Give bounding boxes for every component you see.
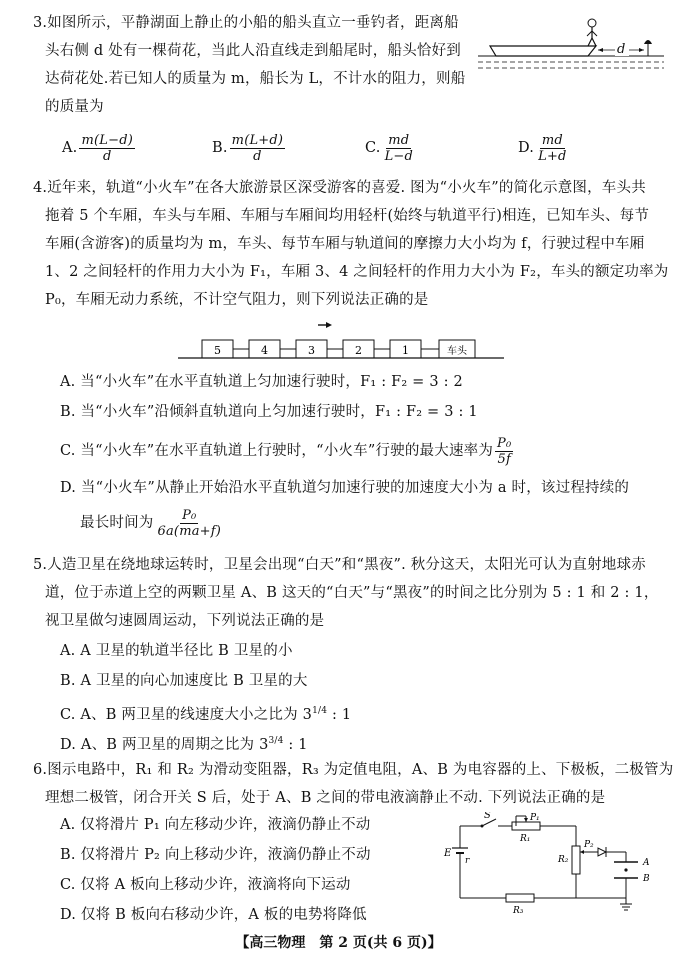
- q5-line-1: 5.人造卫星在绕地球运转时，卫星会出现“白天”和“黑夜”. 秋分这天，太阳光可认为直射地球赤: [33, 557, 646, 573]
- q3-option-a[interactable]: [62, 130, 137, 166]
- q3-option-a-denominator: d: [102, 148, 112, 164]
- resistor-r3-label: R₃: [513, 906, 524, 916]
- q6-option-d[interactable]: D. 仅将 B 板向右移动少许，A 板的电势将降低: [60, 907, 367, 923]
- q3-option-c-numerator: md: [388, 132, 410, 148]
- train-car-4-label: 4: [261, 344, 268, 357]
- q4-option-a[interactable]: A. 当“小火车”在水平直轨道上匀加速行驶时，F₁ : F₂ = 3 : 2: [60, 374, 463, 390]
- q5-line-3: 视卫星做匀速圆周运动，下列说法正确的是: [45, 613, 325, 629]
- switch-label: S: [484, 812, 491, 821]
- q6-option-c[interactable]: C. 仅将 A 板向上移动少许，液滴将向下运动: [60, 877, 351, 893]
- q3-line-4: 的质量为: [45, 99, 104, 115]
- train-car-1-label: 1: [402, 344, 409, 357]
- resistor-r2-label: R₂: [558, 855, 569, 865]
- resistor-r2: [572, 846, 580, 874]
- q3-option-d[interactable]: [518, 130, 571, 166]
- q3-option-d-letter: D.: [518, 140, 535, 156]
- q6-option-a[interactable]: A. 仅将滑片 P₁ 向左移动少许，液滴仍静止不动: [60, 817, 371, 833]
- q6-option-b[interactable]: B. 仅将滑片 P₂ 向上移动少许，液滴仍静止不动: [60, 847, 371, 863]
- train-car-5-label: 5: [214, 344, 221, 357]
- q5-option-d-exponent: 3/4: [268, 736, 284, 746]
- q4-line-2: 拖着 5 个车厢，车头与车厢、车厢与车厢间均用轻杆(始终与轨道平行)相连，已知车头、每节: [45, 208, 650, 224]
- q3-option-c-letter: C.: [365, 140, 381, 156]
- resistor-r3: [506, 894, 534, 902]
- q4-line-1: 4.近年来，轨道“小火车”在各大旅游景区深受游客的喜爱. 图为“小火车”的简化示意图，车头共: [33, 180, 646, 196]
- plate-a-label: A: [643, 858, 650, 868]
- q4-line-5: P₀，车厢无动力系统，不计空气阻力，则下列说法正确的是: [45, 292, 429, 308]
- q4-option-c[interactable]: [60, 432, 515, 470]
- q5-option-a[interactable]: A. A 卫星的轨道半径比 B 卫星的小: [60, 643, 293, 659]
- resistor-r1-label: R₁: [520, 834, 531, 844]
- q6-circuit-figure: [438, 812, 664, 916]
- q5-option-d[interactable]: [60, 731, 308, 755]
- q3-option-b-denominator: d: [253, 148, 262, 164]
- q5-option-c-text: C. A、B 两卫星的线速度大小之比为 3: [60, 706, 313, 723]
- slider-p1-label: P₁: [530, 813, 540, 823]
- diode-icon: [598, 848, 606, 856]
- q5-option-b[interactable]: B. A 卫星的向心加速度比 B 卫星的大: [60, 673, 308, 689]
- q5-option-c-tail: : 1: [331, 706, 352, 723]
- q3-option-b[interactable]: [212, 130, 287, 166]
- q3-option-d-numerator: md: [541, 132, 563, 148]
- q3-option-c-denominator: L−d: [384, 148, 414, 164]
- q4-train-figure: [176, 318, 506, 364]
- train-car-2-label: 2: [355, 344, 362, 357]
- q4-option-d-denominator: 6a(ma+f): [157, 523, 222, 539]
- q5-option-c-exponent: 1/4: [312, 706, 328, 716]
- train-car-3-label: 3: [308, 344, 315, 357]
- q3-line-1: 3.如图所示，平静湖面上静止的小船的船头直立一垂钓者，距离船: [33, 15, 459, 31]
- q6-line-1: 6.图示电路中，R₁ 和 R₂ 为滑动变阻器，R₃ 为定值电阻，A、B 为电容器的上、下极板，二极管为: [33, 762, 674, 778]
- q4-option-d-numerator: P₀: [182, 507, 197, 523]
- train-locomotive-label: 车头: [447, 346, 467, 357]
- q4-option-c-text: C. 当“小火车”在水平直轨道上行驶时，“小火车”行驶的最大速率为: [60, 443, 494, 459]
- q3-option-b-numerator: m(L+d): [231, 132, 284, 148]
- charged-droplet: [624, 868, 627, 871]
- q3-option-c[interactable]: [365, 130, 417, 166]
- q5-option-d-tail: : 1: [288, 736, 308, 753]
- q5-line-2: 道，位于赤道上空的两颗卫星 A、B 这天的“白天”与“黑夜”的时间之比分别为 5 : 1 和 2 : 1，: [45, 585, 659, 601]
- q4-option-b[interactable]: B. 当“小火车”沿倾斜直轨道向上匀加速行驶时，F₁ : F₂ = 3 : 1: [60, 404, 478, 420]
- slider-p2-label: P₂: [584, 840, 594, 850]
- battery-label: E: [444, 848, 452, 859]
- q3-option-a-numerator: m(L−d): [81, 132, 134, 148]
- q6-line-2: 理想二极管，闭合开关 S 后，处于 A、B 之间的带电液滴静止不动. 下列说法正确的是: [45, 790, 606, 806]
- q4-line-4: 1、2 之间轻杆的作用力大小为 F₁，车厢 3、4 之间轻杆的作用力大小为 F₂，车头的额定功率为: [45, 264, 669, 280]
- q3-line-3: 达荷花处.若已知人的质量为 m，船长为 L，不计水的阻力，则船: [45, 71, 466, 87]
- q5-option-d-text: D. A、B 两卫星的周期之比为 3: [60, 736, 269, 753]
- q4-option-d-text: 最长时间为: [80, 515, 154, 531]
- q3-option-b-letter: B.: [212, 140, 228, 156]
- internal-resistance-label: r: [465, 856, 470, 866]
- q5-option-c[interactable]: [60, 701, 351, 725]
- q4-line-3: 车厢(含游客)的质量均为 m，车头、每节车厢与轨道间的摩擦力大小均为 f，行驶过程中车厢: [45, 236, 645, 252]
- page-footer: 【高三物理 第 2 页(共 6 页)】: [235, 935, 442, 951]
- q3-boat-figure: [476, 12, 666, 78]
- plate-b-label: B: [643, 874, 650, 884]
- q4-option-d-line-1[interactable]: D. 当“小火车”从静止开始沿水平直轨道匀加速行驶的加速度大小为 a 时，该过程持续的: [60, 480, 630, 496]
- q3-figure-d-label: d: [617, 42, 626, 57]
- q3-line-2: 头右侧 d 处有一棵荷花，当此人沿直线走到船尾时，船头恰好到: [45, 43, 461, 59]
- q3-option-d-denominator: L+d: [538, 148, 567, 164]
- q4-option-c-denominator: 5f: [497, 451, 511, 467]
- q4-option-d-line-2[interactable]: [80, 504, 225, 542]
- q3-option-a-letter: A.: [62, 140, 78, 156]
- q4-option-c-numerator: P₀: [497, 435, 512, 451]
